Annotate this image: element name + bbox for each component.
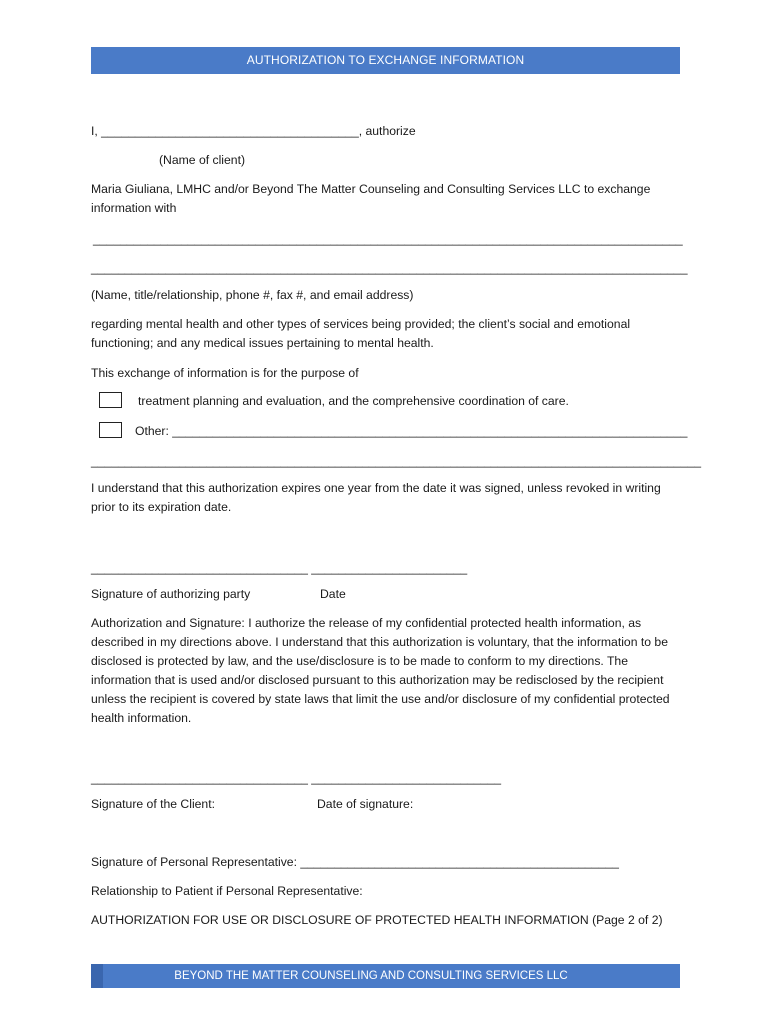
purpose-line: This exchange of information is for the purpose of <box>91 366 359 380</box>
treatment-option-label: treatment planning and evaluation, and the comprehensive coordination of care. <box>138 394 569 408</box>
client-signature-label: Signature of the Client: <box>91 797 215 811</box>
page-note: AUTHORIZATION FOR USE OR DISCLOSURE OF PROTECTED HEALTH INFORMATION (Page 2 of 2) <box>91 913 663 927</box>
footer-page-number: 1 <box>756 970 763 982</box>
recipient-caption: (Name, title/relationship, phone #, fax #, and email address) <box>91 288 414 302</box>
provider-paragraph: Maria Giuliana, LMHC and/or Beyond The Matter Counseling and Consulting Services LLC to exchange information with <box>91 182 651 215</box>
recipient-blank-line-1: _______________________________________________________________________________________ <box>93 232 683 246</box>
expiry-paragraph: I understand that this authorization expires one year from the date it was signed, unless revoked in writing prior to its expiration date. <box>91 481 661 514</box>
other-blank-line: __________________________________________________________________________________________ <box>91 454 702 468</box>
authorizing-signature-label: Signature of authorizing party <box>91 587 251 601</box>
treatment-checkbox[interactable] <box>99 392 122 408</box>
authorizing-date-label: Date <box>320 587 346 601</box>
footer-org-name: BEYOND THE MATTER COUNSELING AND CONSULTING SERVICES LLC <box>174 970 568 982</box>
other-option-label: Other: ____________________________________________________________________________ <box>135 424 688 438</box>
client-signature-lines: ________________________________ ____________________________ <box>91 771 502 785</box>
client-name-line: I, ______________________________________, authorize <box>91 124 416 138</box>
authorizing-signature-lines: ________________________________ _______________________ <box>91 561 468 575</box>
client-name-caption: (Name of client) <box>159 153 246 167</box>
authorization-paragraph: Authorization and Signature: I authorize the release of my confidential protected health information, as described in my directions above. I understand that this authorization is voluntary, that the information to be disclosed is protected by law, and the use/disclosure is to be made to conform to my directions. The information that is used and/or disclosed pursuant to this authorization may be redisclosed by the recipient unless the recipient is covered by state laws that limit the use and/or disclosure of my confidential protected health information. <box>91 616 670 725</box>
footer-banner <box>91 964 763 988</box>
recipient-blank-line-2: ________________________________________________________________________________________ <box>91 261 688 275</box>
representative-relationship-line: Relationship to Patient if Personal Representative: <box>91 884 363 898</box>
footer-accent <box>91 964 103 988</box>
regarding-paragraph: regarding mental health and other types of services being provided; the client’s social and emotional functioning; and any medical issues pertaining to mental health. <box>91 317 631 350</box>
representative-signature-line: Signature of Personal Representative: _______________________________________________ <box>91 855 619 869</box>
client-date-label: Date of signature: <box>317 797 414 811</box>
other-checkbox[interactable] <box>99 422 122 438</box>
form-title-banner: AUTHORIZATION TO EXCHANGE INFORMATION <box>91 47 680 74</box>
